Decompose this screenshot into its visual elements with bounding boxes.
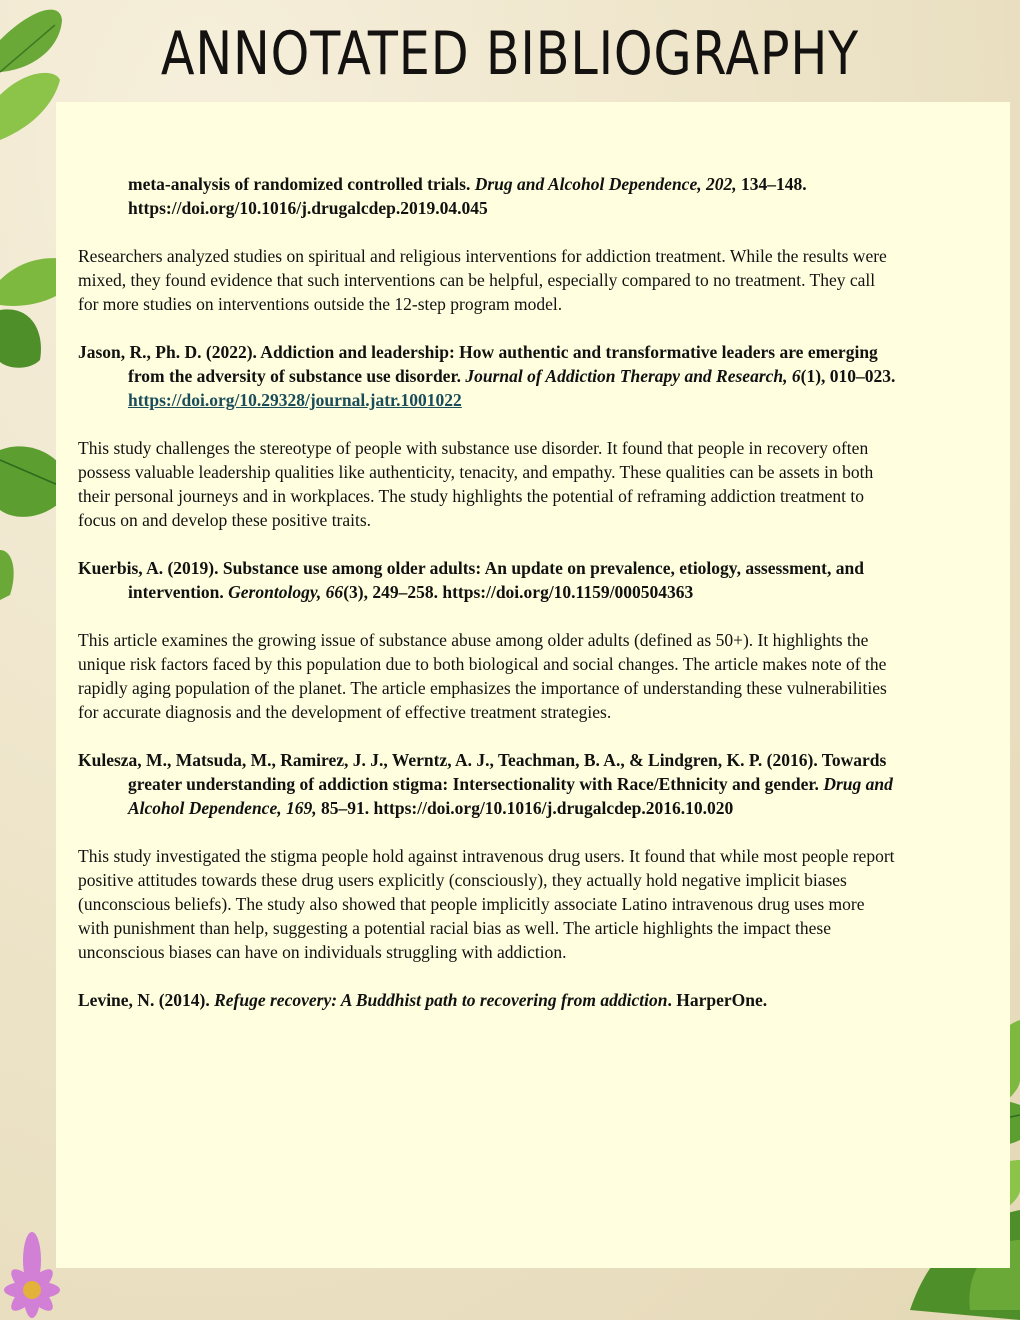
reference-entry [78,556,898,604]
reference-entry [78,340,898,412]
reference-text: Levine, N. (2014). [78,990,215,1010]
journal-name: Drug and Alcohol Dependence, 202, [474,174,737,194]
book-title: Refuge recovery: A Buddhist path to recovering from addiction [214,990,668,1010]
reference-text: Jason, R., Ph. D. (2022). Addiction and leadership: How authentic and transformative leaders are emerging from the adversity of substance use disorder. [78,342,878,386]
reference-entry [78,988,898,1012]
reference-text: meta-analysis of randomized controlled trials. [128,174,475,194]
annotation: This study challenges the stereotype of people with substance use disorder. It found that people in recovery often possess valuable leadership qualities like authenticity, tenacity, and empathy. These qualities can be assets in both their personal journeys and in workplaces. The study highlights the potential of reframing addiction treatment to focus on and develop these positive traits. [78,438,874,530]
journal-name: Drug and Alcohol Dependence, 169, [128,774,893,818]
reference-publisher: . HarperOne. [667,990,768,1010]
reference-entry [78,172,898,220]
bibliography-content [78,172,898,1036]
reference-doi: (3), 249–258. https://doi.org/10.1159/000504363 [343,582,694,602]
doi-link[interactable]: https://doi.org/10.29328/journal.jatr.1001022 [128,390,462,410]
reference-entry [78,748,898,820]
reference-text: Kulesza, M., Matsuda, M., Ramirez, J. J., Werntz, A. J., Teachman, B. A., & Lindgren, K. P. (2016). Towards greater understanding of addiction stigma: Intersectionality with Race/Ethnicity and gender. [78,750,887,794]
annotation: Researchers analyzed studies on spiritual and religious interventions for addiction treatment. While the results were mixed, they found evidence that such interventions can be helpful, especially compared to no treatment. They call for more studies on interventions outside the 12-step program model. [78,246,887,314]
journal-name: Journal of Addiction Therapy and Research, 6 [465,366,801,386]
reference-pages: (1), 010–023. [800,366,896,386]
reference-doi: 134–148. https://doi.org/10.1016/j.drugalcdep.2019.04.045 [128,174,807,218]
annotation: This study investigated the stigma people hold against intravenous drug users. It found that while most people report positive attitudes towards these drug users explicitly (consciously), they actually hold negative implicit biases (unconscious beliefs). The study also showed that people implicitly associate Latino intravenous drug uses more with punishment than help, suggesting a potential racial bias as well. The article highlights the impact these unconscious biases can have on individuals struggling with addiction. [78,846,895,962]
journal-name: Gerontology, 66 [228,582,344,602]
reference-text: Kuerbis, A. (2019). Substance use among older adults: An update on prevalence, etiology, assessment, and intervention. [78,558,864,602]
annotation: This article examines the growing issue of substance abuse among older adults (defined as 50+). It highlights the unique risk factors faced by this population due to both biological and social changes. The article makes note of the rapidly aging population of the planet. The article emphasizes the importance of understanding these vulnerabilities for accurate diagnosis and the development of effective treatment strategies. [78,630,887,722]
page-title: ANNOTATED BIBLIOGRAPHY [160,19,860,89]
reference-doi: 85–91. https://doi.org/10.1016/j.drugalcdep.2016.10.020 [316,798,734,818]
